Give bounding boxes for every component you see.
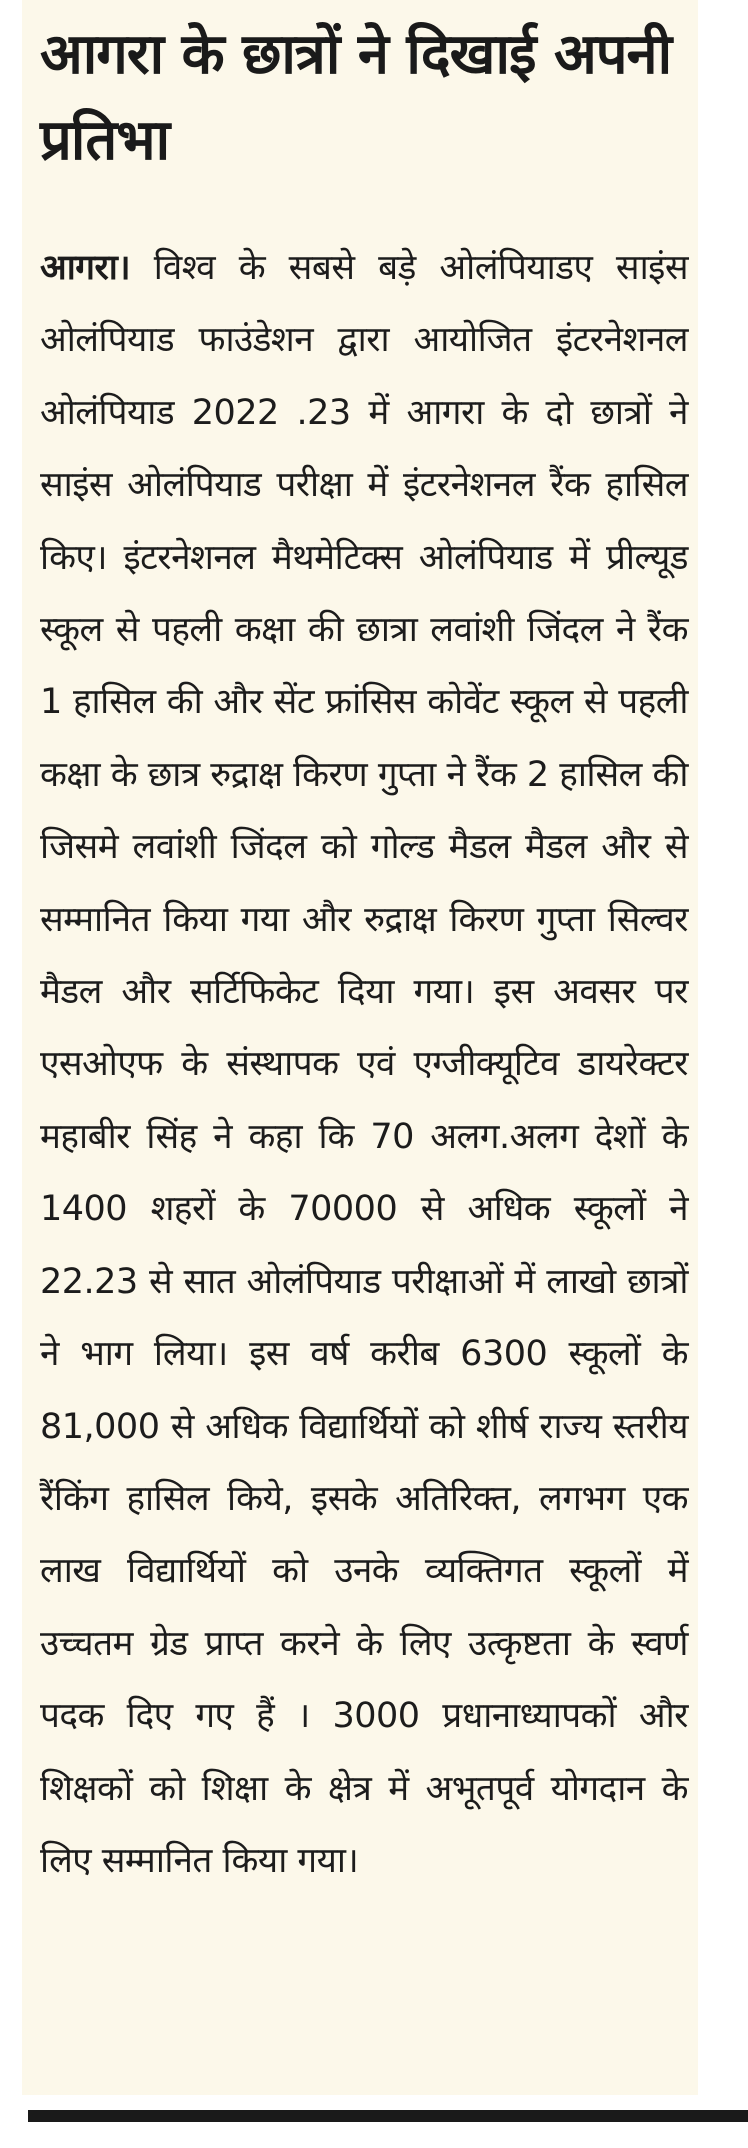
- article-body-text: विश्व के सबसे बड़े ओलंपियाडए साइंस ओलंपियाड फाउंडेशन द्वारा आयोजित इंटरनेशनल ओलंपियाड 2022 .23 में आगरा के दो छात्रों ने साइंस ओलंपियाड परीक्षा में इंटरनेशनल रैंक हासिल किए। इंटरनेशनल मैथमेटिक्स ओलंपियाड में प्रील्यूड स्कूल से पहली कक्षा की छात्रा लवांशी जिंदल ने रैंक 1 हासिल की और सेंट फ्रांसिस कोवेंट स्कूल से पहली कक्षा के छात्र रुद्राक्ष किरण गुप्ता ने रैंक 2 हासिल की जिसमे लवांशी जिंदल को गोल्ड मैडल मैडल और से सम्मानित किया गया और रुद्राक्ष किरण गुप्ता सिल्वर मैडल और सर्टिफिकेट दिया गया। इस अवसर पर एसओएफ के संस्थापक एवं एग्जीक्यूटिव डायरेक्टर महाबीर सिंह ने कहा कि 70 अलग.अलग देशों के 1400 शहरों के 70000 से अधिक स्कूलों ने 22.23 से सात ओलंपियाड परीक्षाओं में लाखो छात्रों ने भाग लिया। इस वर्ष करीब 6300 स्कूलों के 81,000 से अधिक विद्यार्थियों को शीर्ष राज्य स्तरीय रैंकिंग हासिल किये, इसके अतिरिक्त, लगभग एक लाख विद्यार्थियों को उनके व्यक्तिगत स्कूलों में उच्चतम ग्रेड प्राप्त करने के लिए उत्कृष्टता के स्वर्ण पदक दिए गए हैं । 3000 प्रधानाध्यापकों और शिक्षकों को शिक्षा के क्षेत्र में अभूतपूर्व योगदान के लिए सम्मानित किया गया।: [40, 248, 688, 1881]
- headline: आगरा के छात्रों ने दिखाई अपनी प्रतिभा: [40, 22, 672, 173]
- page-margin: [716, 0, 748, 2105]
- bottom-rule: [28, 2110, 748, 2122]
- article-body: [40, 232, 688, 1897]
- dateline: आगरा।: [40, 248, 131, 288]
- newspaper-clipping: [22, 0, 698, 2095]
